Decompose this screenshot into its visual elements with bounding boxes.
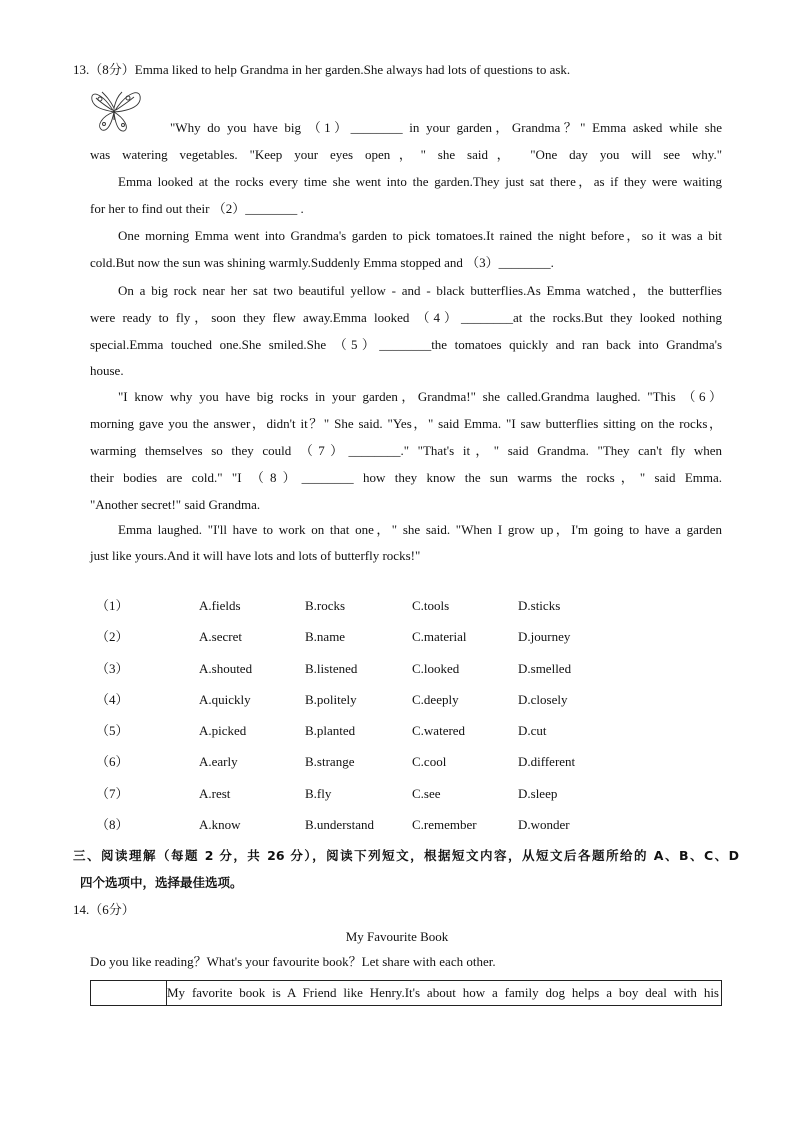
section-3-heading: 三、阅读理解（每题 2 分，共 26 分），阅读下列短文，根据短文内容，从短文后各题所给的 A、B、C、D xyxy=(73,848,739,863)
option-c[interactable]: C.tools xyxy=(412,598,450,613)
option-number: （6） xyxy=(96,754,129,769)
section-3-heading-continued: 四个选项中，选择最佳选项。 xyxy=(80,875,243,890)
option-number: （3） xyxy=(96,661,129,676)
table-cell-empty xyxy=(91,981,167,1005)
option-row-4 xyxy=(96,691,696,709)
passage-line: were ready to fly，soon they flew away.Emma looked （4）________at the rocks.But they looked nothing xyxy=(90,310,722,325)
option-d[interactable]: D.journey xyxy=(518,629,571,644)
book-table xyxy=(90,980,722,1006)
option-d[interactable]: D.sleep xyxy=(518,786,558,801)
option-d[interactable]: D.sticks xyxy=(518,598,561,613)
passage-line: cold.But now the sun was shining warmly.Suddenly Emma stopped and （3）________. xyxy=(90,255,554,270)
option-d[interactable]: D.smelled xyxy=(518,661,572,676)
option-d[interactable]: D.different xyxy=(518,754,576,769)
option-b[interactable]: B.rocks xyxy=(305,598,346,613)
option-a[interactable]: A.early xyxy=(199,754,238,769)
option-number: （2） xyxy=(96,629,129,644)
option-c[interactable]: C.see xyxy=(412,786,441,801)
passage-line: warming themselves so they could （7）________." "That's it，" said Grandma. "They can't fly when xyxy=(90,443,722,458)
option-number: （1） xyxy=(96,598,129,613)
passage-title: My Favourite Book xyxy=(345,929,449,944)
passage-line: Emma looked at the rocks every time she went into the garden.They just sat there，as if they were waiting xyxy=(118,174,722,189)
option-b[interactable]: B.politely xyxy=(305,692,357,707)
passage-line: was watering vegetables. "Keep your eyes open，" she said， "One day you will see why." xyxy=(90,147,722,162)
passage-line: morning gave you the answer，didn't it？" She said. "Yes，" said Emma. "I saw butterflies sitting on the rocks， xyxy=(90,416,722,431)
option-c[interactable]: C.remember xyxy=(412,817,477,832)
passage-line: One morning Emma went into Grandma's garden to pick tomatoes.It rained the night before，so it was a bit xyxy=(118,228,722,243)
question-14-heading: 14.（6分） xyxy=(73,902,135,917)
option-c[interactable]: C.looked xyxy=(412,661,460,676)
option-number: （4） xyxy=(96,692,129,707)
option-a[interactable]: A.secret xyxy=(199,629,242,644)
table-cell-text: My favorite book is A Friend like Henry.It's about how a family dog helps a boy deal with his xyxy=(167,985,719,1000)
option-b[interactable]: B.understand xyxy=(305,817,374,832)
option-c[interactable]: C.material xyxy=(412,629,467,644)
option-row-1 xyxy=(96,597,696,615)
option-d[interactable]: D.closely xyxy=(518,692,568,707)
option-a[interactable]: A.rest xyxy=(199,786,231,801)
option-number: （8） xyxy=(96,817,129,832)
passage-line: for her to find out their （2）________ . xyxy=(90,201,304,216)
option-a[interactable]: A.fields xyxy=(199,598,241,613)
option-b[interactable]: B.fly xyxy=(305,786,332,801)
question-13-heading: 13.（8分）Emma liked to help Grandma in her garden.She always had lots of questions to ask. xyxy=(73,62,571,77)
option-row-7 xyxy=(96,785,696,803)
option-a[interactable]: A.know xyxy=(199,817,241,832)
option-b[interactable]: B.listened xyxy=(305,661,358,676)
passage-line: their bodies are cold." "I （8）________ how they know the sun warms the rocks，" said Emma. xyxy=(90,470,722,485)
option-a[interactable]: A.picked xyxy=(199,723,247,738)
option-row-3 xyxy=(96,660,696,678)
passage-line: "I know why you have big rocks in your garden，Grandma!" she called.Grandma laughed. "This （6） xyxy=(118,389,722,404)
passage-line: "Why do you have big （1）________ in your garden，Grandma？" Emma asked while she xyxy=(170,120,722,135)
option-row-8 xyxy=(96,816,696,834)
option-c[interactable]: C.cool xyxy=(412,754,447,769)
option-number: （5） xyxy=(96,723,129,738)
option-number: （7） xyxy=(96,786,129,801)
option-a[interactable]: A.shouted xyxy=(199,661,253,676)
passage-line: house. xyxy=(90,363,124,378)
passage-line: just like yours.And it will have lots and lots of butterfly rocks!" xyxy=(90,548,421,563)
option-row-2 xyxy=(96,628,696,646)
option-b[interactable]: B.name xyxy=(305,629,346,644)
option-row-5 xyxy=(96,722,696,740)
passage-line: Emma laughed. "I'll have to work on that one，" she said. "When I grow up，I'm going to have a garden xyxy=(118,522,722,537)
option-c[interactable]: C.watered xyxy=(412,723,466,738)
option-a[interactable]: A.quickly xyxy=(199,692,251,707)
option-b[interactable]: B.strange xyxy=(305,754,355,769)
option-d[interactable]: D.wonder xyxy=(518,817,570,832)
passage-intro: Do you like reading？What's your favourite book？Let share with each other. xyxy=(90,954,496,969)
passage-line: On a big rock near her sat two beautiful yellow - and - black butterflies.As Emma watched，the butterflies xyxy=(118,283,722,298)
option-c[interactable]: C.deeply xyxy=(412,692,459,707)
option-d[interactable]: D.cut xyxy=(518,723,547,738)
option-b[interactable]: B.planted xyxy=(305,723,356,738)
passage-line: special.Emma touched one.She smiled.She （5）________the tomatoes quickly and ran back into Grandma's xyxy=(90,337,722,352)
butterfly-illustration xyxy=(88,86,144,134)
option-row-6 xyxy=(96,753,696,771)
passage-line: "Another secret!" said Grandma. xyxy=(90,497,261,512)
